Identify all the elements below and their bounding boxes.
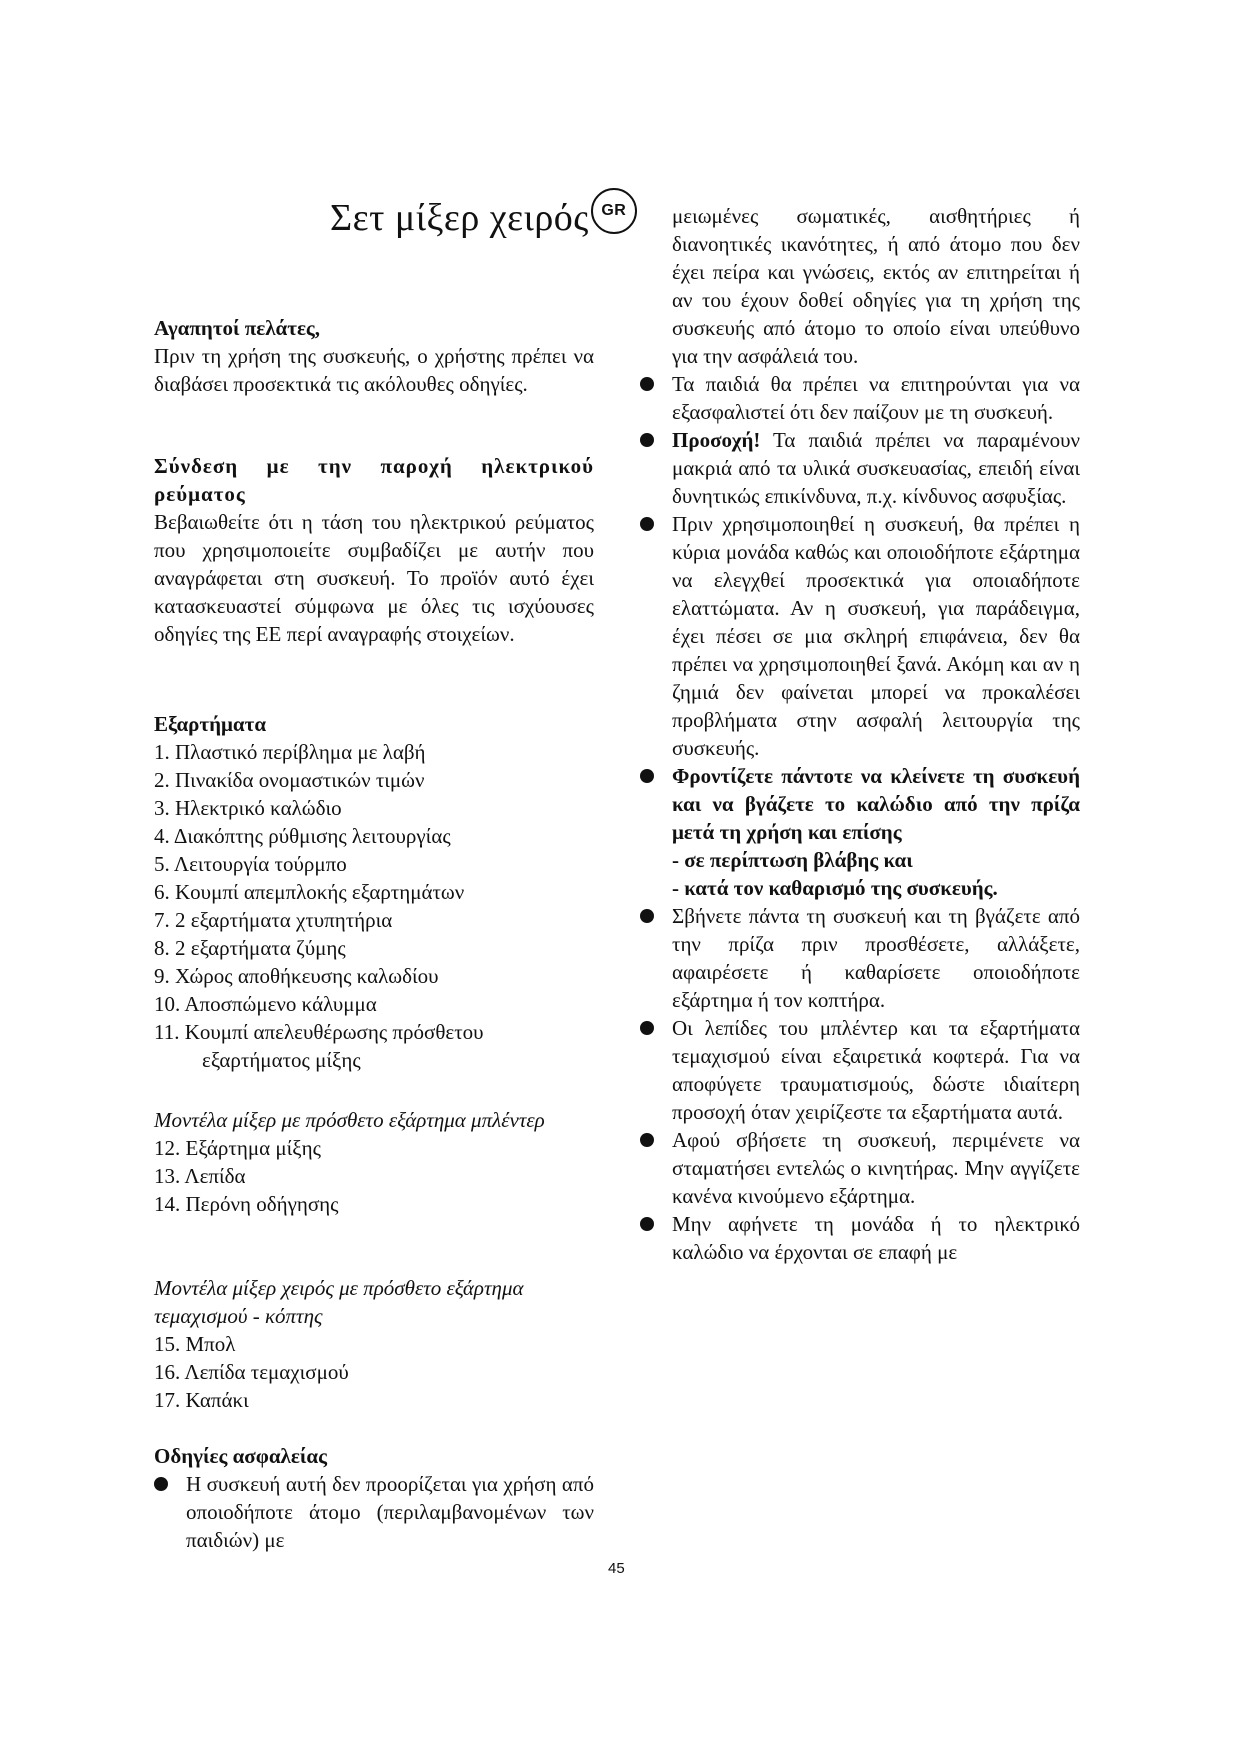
parts-item: 8. 2 εξαρτήματα ζύμης: [154, 936, 346, 960]
chopper-item: 15. Μπολ: [154, 1332, 236, 1356]
safety-bullet-5-sub-2: - κατά τον καθαρισμό της συσκευής.: [672, 876, 998, 900]
bullet-icon: [640, 1133, 654, 1147]
safety-bullet-5-text: Φροντίζετε πάντοτε να κλείνετε τη συσκευή και να βγάζετε το καλώδιο από την πρίζα μετά τη χρήση και επίσης: [672, 764, 1080, 844]
parts-item-continuation: εξαρτήματος μίξης: [202, 1048, 361, 1072]
bullet-icon: [154, 1477, 168, 1491]
chopper-heading: Μοντέλα μίξερ χειρός με πρόσθετο εξάρτημα τεμαχισμού - κόπτης: [154, 1276, 524, 1328]
safety-bullet-3-text: Τα παιδιά πρέπει να παραμένουν μακριά από τα υλικά συσκευασίας, επειδή είναι δυνητικώς επικίνδυνα, π.χ. κίνδυνος ασφυξίας.: [672, 428, 1080, 508]
safety-section: [154, 1442, 594, 1554]
safety-bullet-9-text: Μην αφήνετε τη μονάδα ή το ηλεκτρικό καλώδιο να έρχονται σε επαφή με: [672, 1212, 1080, 1264]
bullet-icon: [640, 433, 654, 447]
safety-bullet-3: [640, 426, 1080, 510]
safety-heading: Οδηγίες ασφαλείας: [154, 1444, 327, 1468]
blender-section: [154, 1106, 594, 1218]
parts-item: 2. Πινακίδα ονομαστικών τιμών: [154, 768, 425, 792]
bullet-icon: [640, 1021, 654, 1035]
parts-item: 11. Κουμπί απελευθέρωσης πρόσθετου: [154, 1020, 484, 1044]
safety-bullet-8: [640, 1126, 1080, 1210]
parts-item: 4. Διακόπτης ρύθμισης λειτουργίας: [154, 824, 451, 848]
bullet-icon: [640, 1217, 654, 1231]
bullet-icon: [640, 769, 654, 783]
power-section: [154, 452, 594, 648]
safety-bullet-7: [640, 1014, 1080, 1126]
parts-item: 10. Αποσπώμενο κάλυμμα: [154, 992, 377, 1016]
greeting-heading: Αγαπητοί πελάτες,: [154, 316, 321, 340]
parts-item: 5. Λειτουργία τούρμπο: [154, 852, 347, 876]
safety-bullet-4-text: Πριν χρησιμοποιηθεί η συσκευή, θα πρέπει η κύρια μονάδα καθώς και οποιοδήποτε εξάρτημα να ελεγχθεί προσεκτικά για οποιαδήποτε ελαττώματα. Αν η συσκευή, για παράδειγμα, έχει πέσει σε μια σκληρή επιφάνεια, δεν θα πρέπει να χρησιμοποιηθεί ξανά. Ακόμη και αν η ζημιά δεν φαίνεται μπορεί να προκαλέσει προβλήματα στην ασφαλή λειτουργία της συσκευής.: [672, 512, 1080, 760]
safety-continued: [640, 202, 1080, 1266]
bullet-icon: [640, 909, 654, 923]
parts-item: 9. Χώρος αποθήκευσης καλωδίου: [154, 964, 439, 988]
title-text: Σετ μίξερ χειρός: [330, 197, 589, 239]
country-badge-gr: GR: [591, 188, 637, 234]
safety-bullet-1: [154, 1470, 594, 1554]
chopper-item: 17. Καπάκι: [154, 1388, 249, 1412]
blender-item: 13. Λεπίδα: [154, 1164, 246, 1188]
safety-bullet-6: [640, 902, 1080, 1014]
safety-bullet-2: [640, 370, 1080, 426]
parts-item: 3. Ηλεκτρικό καλώδιο: [154, 796, 342, 820]
parts-item: 6. Κουμπί απεμπλοκής εξαρτημάτων: [154, 880, 465, 904]
chopper-section: [154, 1274, 594, 1414]
parts-item: 7. 2 εξαρτήματα χτυπητήρια: [154, 908, 393, 932]
safety-bullet-2-text: Τα παιδιά θα πρέπει να επιτηρούνται για να εξασφαλιστεί ότι δεν παίζουν με τη συσκευή.: [672, 372, 1080, 424]
safety-bullet-5-sub-1: - σε περίπτωση βλάβης και: [672, 848, 913, 872]
power-heading: Σύνδεση με την παροχή ηλεκτρικού ρεύματος: [154, 454, 594, 506]
safety-bullet-1-continued: μειωμένες σωματικές, αισθητήριες ή διανοητικές ικανότητες, ή από άτομο που δεν έχει πείρα και γνώσεις, εκτός αν επιτηρείται ή αν του έχουν δοθεί οδηγίες για τη χρήση της συσκευής από άτομο το οποίο είναι υπεύθυνο για την ασφάλειά του.: [672, 204, 1080, 368]
safety-bullet-8-text: Αφού σβήσετε τη συσκευή, περιμένετε να σταματήσει εντελώς ο κινητήρας. Μην αγγίζετε κανένα κινούμενο εξάρτημα.: [672, 1128, 1080, 1208]
safety-bullet-9: [640, 1210, 1080, 1266]
safety-bullet-6-text: Σβήνετε πάντα τη συσκευή και τη βγάζετε από την πρίζα πριν προσθέσετε, αλλάξετε, αφαιρέσετε ή καθαρίσετε οποιοδήποτε εξάρτημα ή τον κοπτήρα.: [672, 904, 1080, 1012]
parts-heading: Εξαρτήματα: [154, 712, 267, 736]
power-text: Βεβαιωθείτε ότι η τάση του ηλεκτρικού ρεύματος που χρησιμοποιείτε συμβαδίζει με αυτήν που αναγράφεται στη συσκευή. Το προϊόν αυτό έχει κατασκευαστεί σύμφωνα με όλες τις ισχύουσες οδηγίες της ΕΕ περί αναγραφής στοιχείων.: [154, 510, 594, 646]
greeting-text: Πριν τη χρήση της συσκευής, ο χρήστης πρέπει να διαβάσει προσεκτικά τις ακόλουθες οδηγίες.: [154, 344, 594, 396]
parts-item: 1. Πλαστικό περίβλημα με λαβή: [154, 740, 426, 764]
blender-item: 12. Εξάρτημα μίξης: [154, 1136, 321, 1160]
warning-label: Προσοχή!: [672, 428, 761, 452]
bullet-icon: [640, 377, 654, 391]
chopper-item: 16. Λεπίδα τεμαχισμού: [154, 1360, 349, 1384]
safety-bullet-7-text: Οι λεπίδες του μπλέντερ και τα εξαρτήματα τεμαχισμού είναι εξαιρετικά κοφτερά. Για να αποφύγετε τραυματισμούς, δώστε ιδιαίτερη προσοχή όταν χειρίζεστε τα εξαρτήματα αυτά.: [672, 1016, 1080, 1124]
bullet-icon: [640, 517, 654, 531]
blender-item: 14. Περόνη οδήγησης: [154, 1192, 339, 1216]
safety-bullet-5: [640, 762, 1080, 902]
safety-bullet-1-text: Η συσκευή αυτή δεν προορίζεται για χρήση από οποιοδήποτε άτομο (περιλαμβανομένων των παιδιών) με: [186, 1472, 594, 1552]
page-title: [330, 196, 637, 240]
blender-heading: Μοντέλα μίξερ με πρόσθετο εξάρτημα μπλέντερ: [154, 1108, 545, 1132]
greeting-section: [154, 314, 594, 398]
parts-section: [154, 710, 594, 1074]
safety-bullet-4: [640, 510, 1080, 762]
page-number: 45: [608, 1560, 625, 1577]
